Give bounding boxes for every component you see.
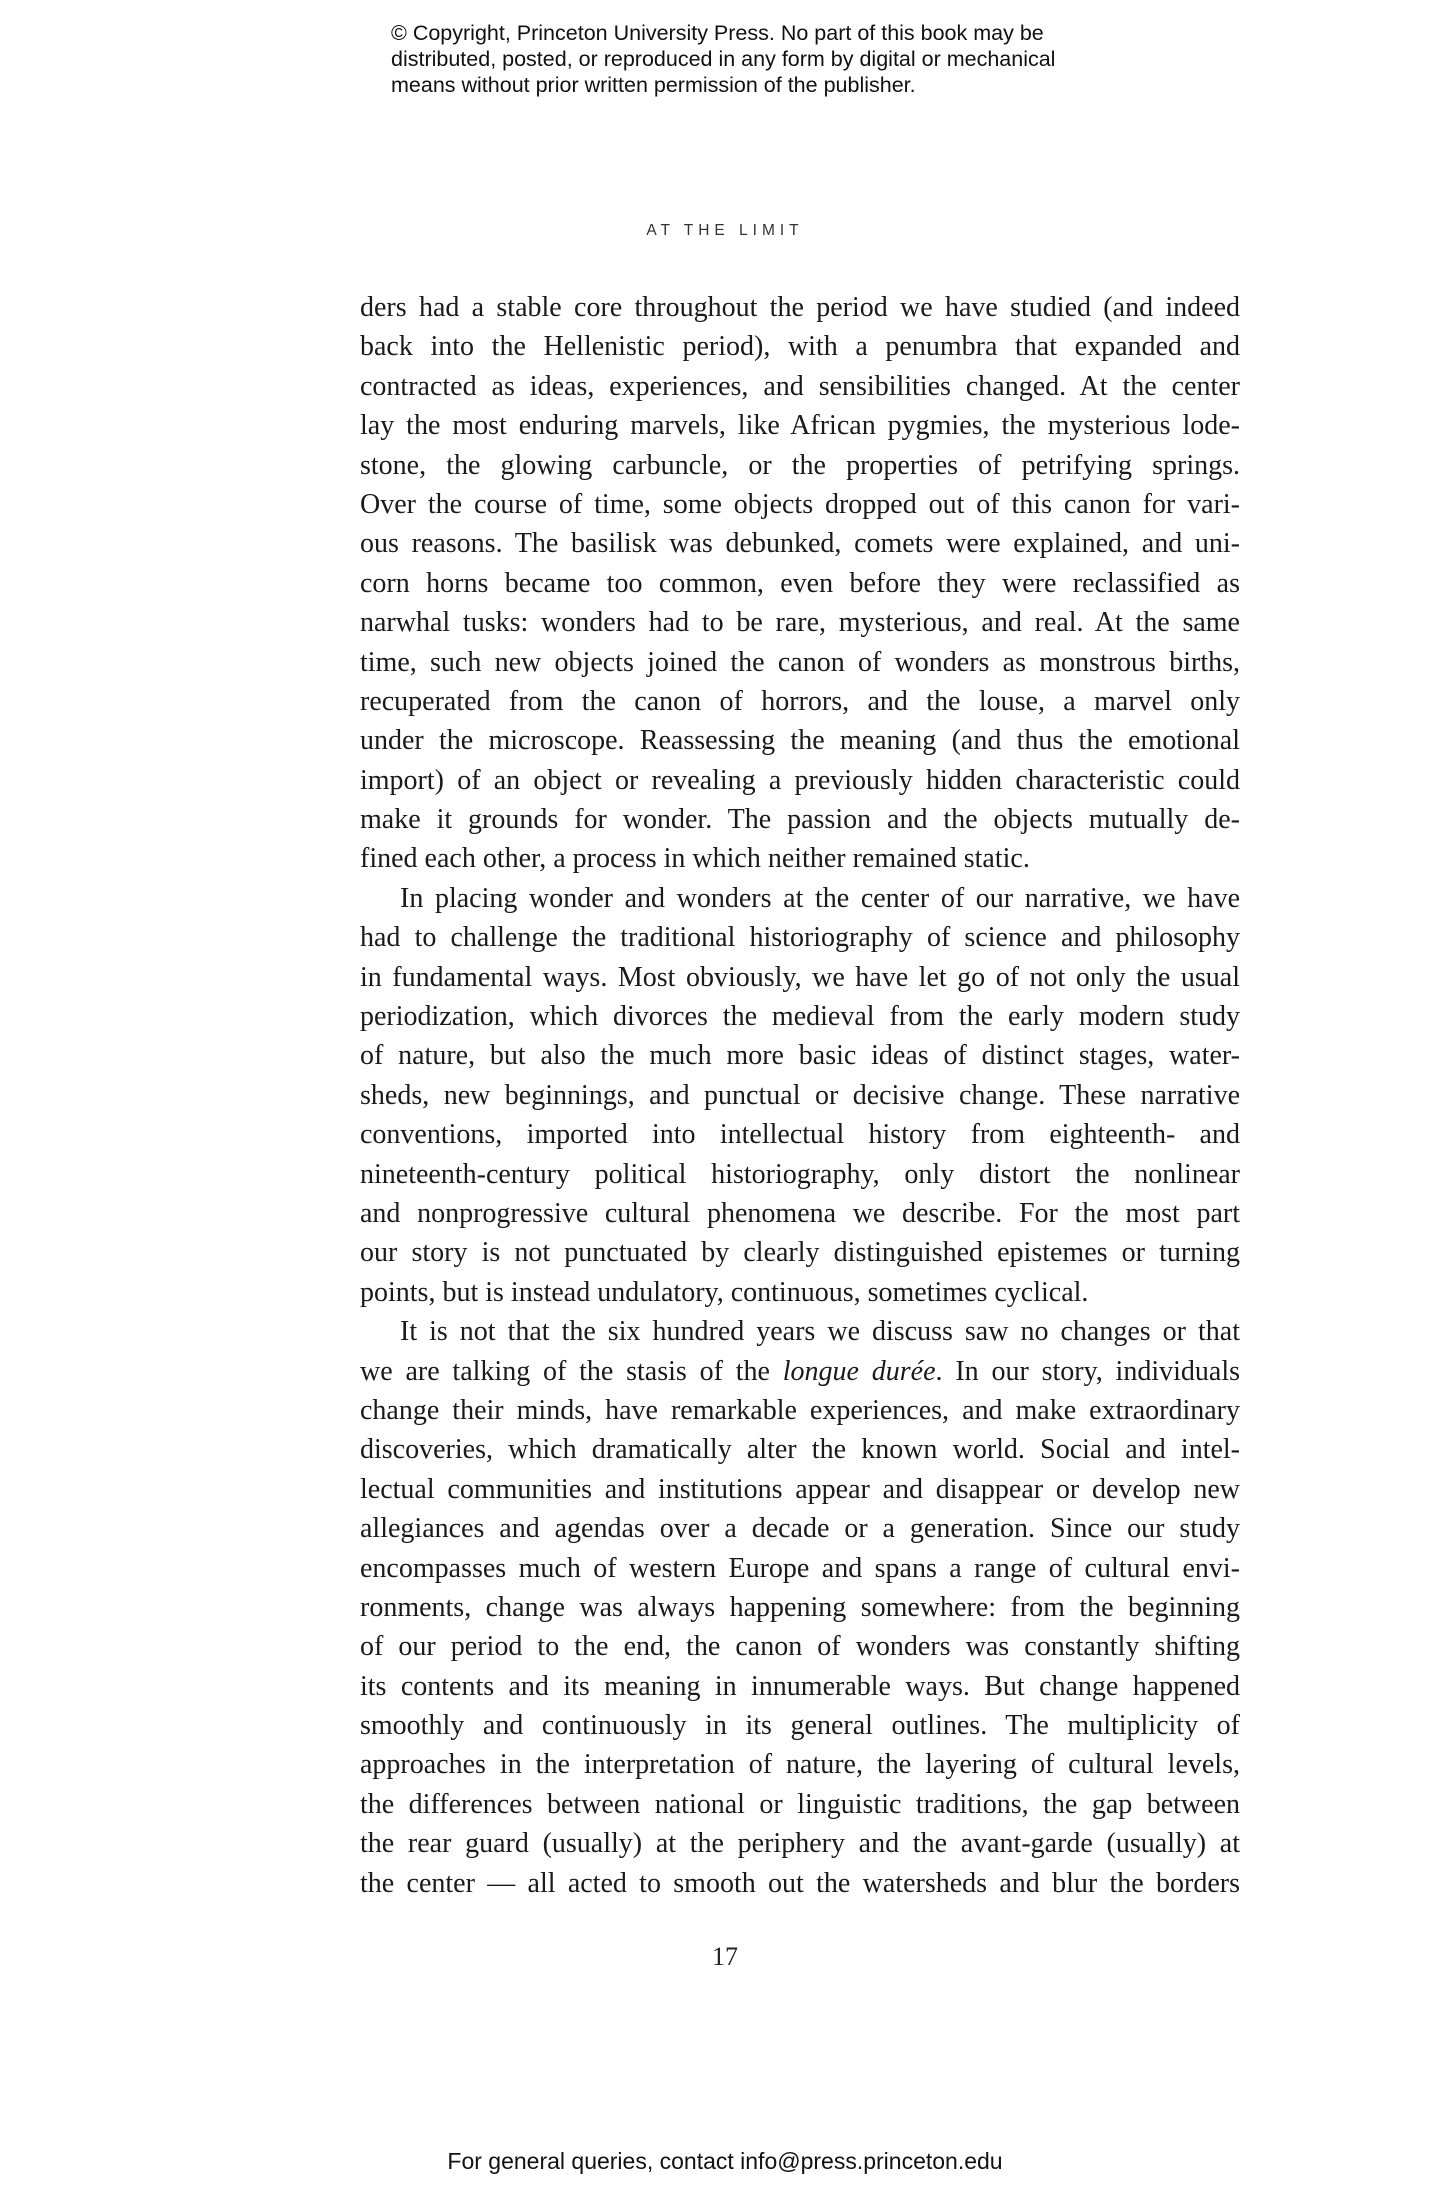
text-line: Over the course of time, some objects dropped out of this canon for vari- (360, 488, 1240, 520)
copyright-line: means without prior written permission of the publisher. (391, 73, 916, 97)
text-line: approaches in the interpretation of nature, the layering of cultural levels, (360, 1749, 1240, 1781)
text-line: smoothly and continuously in its general outlines. The multiplicity of (360, 1710, 1240, 1742)
paragraph-2 (360, 879, 1240, 1312)
text-line: of nature, but also the much more basic ideas of distinct stages, water- (360, 1040, 1240, 1072)
copyright-line: © Copyright, Princeton University Press. No part of this book may be (391, 21, 1044, 45)
text-line: conventions, imported into intellectual history from eighteenth- and (360, 1119, 1240, 1151)
text-line: lectual communities and institutions appear and disappear or develop new (360, 1473, 1240, 1505)
text-line: narwhal tusks: wonders had to be rare, mysterious, and real. At the same (360, 607, 1240, 639)
text-line: and nonprogressive cultural phenomena we describe. For the most part (360, 1197, 1240, 1229)
text-line: back into the Hellenistic period), with a penumbra that expanded and (360, 331, 1240, 363)
text-line: under the microscope. Reassessing the meaning (and thus the emotional (360, 725, 1240, 757)
text-line: ous reasons. The basilisk was debunked, comets were explained, and uni- (360, 528, 1240, 560)
text-line: discoveries, which dramatically alter the known world. Social and intel- (360, 1434, 1240, 1466)
text-line: ronments, change was always happening somewhere: from the beginning (360, 1591, 1240, 1623)
text-line (360, 1352, 1240, 1391)
text-fragment: . In our story, individuals (935, 1355, 1240, 1387)
body-text (360, 288, 1240, 1903)
italic-term: longue durée (782, 1355, 936, 1387)
paragraph-1 (360, 288, 1240, 879)
paragraph-3 (360, 1312, 1240, 1903)
text-line: allegiances and agendas over a decade or a generation. Since our study (360, 1513, 1240, 1545)
text-line: the rear guard (usually) at the periphery and the avant-garde (usually) at (360, 1828, 1240, 1860)
text-line: encompasses much of western Europe and spans a range of cultural envi- (360, 1552, 1240, 1584)
text-line: the differences between national or linguistic traditions, the gap between (360, 1788, 1240, 1820)
copyright-notice (391, 20, 1151, 98)
text-line: ders had a stable core throughout the period we have studied (and indeed (360, 292, 1240, 323)
running-head: AT THE LIMIT (646, 222, 804, 239)
text-line: time, such new objects joined the canon of wonders as monstrous births, (360, 646, 1240, 678)
text-line: points, but is instead undulatory, continuous, sometimes cyclical. (360, 1276, 1089, 1308)
text-line: fined each other, a process in which neither remained static. (360, 843, 1030, 875)
copyright-line: distributed, posted, or reproduced in any form by digital or mechanical (391, 47, 1056, 71)
text-line: change their minds, have remarkable experiences, and make extraordinary (360, 1394, 1240, 1426)
text-line: corn horns became too common, even before they were reclassified as (360, 567, 1240, 599)
text-line: sheds, new beginnings, and punctual or decisive change. These narrative (360, 1079, 1240, 1111)
footer-contact: For general queries, contact info@press.princeton.edu (447, 2148, 1003, 2174)
text-line: recuperated from the canon of horrors, and the louse, a marvel only (360, 685, 1240, 717)
text-line: stone, the glowing carbuncle, or the properties of petrifying springs. (360, 449, 1240, 481)
text-line: nineteenth-century political historiography, only distort the nonlinear (360, 1158, 1240, 1190)
text-line: It is not that the six hundred years we discuss saw no changes or that (400, 1316, 1240, 1348)
text-line: in fundamental ways. Most obviously, we have let go of not only the usual (360, 961, 1240, 993)
page-number: 17 (712, 1942, 738, 1971)
text-line: lay the most enduring marvels, like African pygmies, the mysterious lode- (360, 410, 1240, 442)
text-line: periodization, which divorces the medieval from the early modern study (360, 1001, 1240, 1033)
text-line: In placing wonder and wonders at the center of our narrative, we have (400, 882, 1240, 914)
text-line: our story is not punctuated by clearly distinguished epistemes or turning (360, 1237, 1240, 1269)
text-line: its contents and its meaning in innumerable ways. But change happened (360, 1670, 1240, 1702)
text-line: import) of an object or revealing a previously hidden characteristic could (360, 764, 1240, 796)
text-line: the center — all acted to smooth out the watersheds and blur the borders (360, 1867, 1240, 1899)
text-line: of our period to the end, the canon of wonders was constantly shifting (360, 1631, 1240, 1663)
text-line: contracted as ideas, experiences, and sensibilities changed. At the center (360, 370, 1240, 402)
text-fragment: we are talking of the stasis of the (360, 1355, 783, 1387)
text-line: make it grounds for wonder. The passion and the objects mutually de- (360, 804, 1240, 836)
text-line: had to challenge the traditional historiography of science and philosophy (360, 922, 1240, 954)
